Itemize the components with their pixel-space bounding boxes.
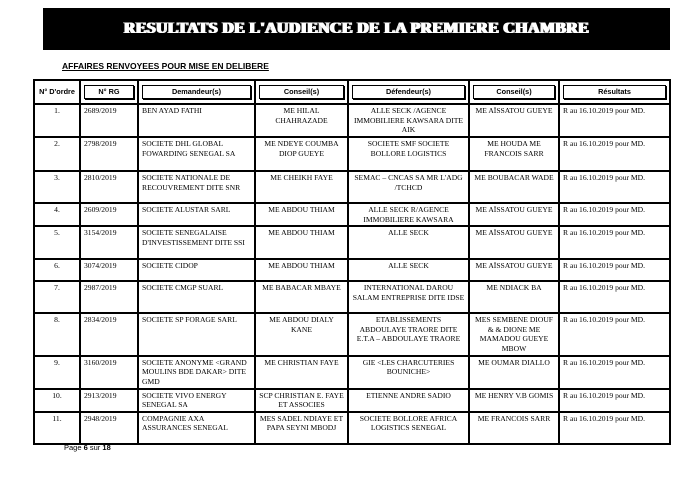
row-demandeur: SOCIETE CIDOP: [138, 259, 255, 281]
row-rg: 2810/2019: [80, 171, 138, 203]
row-rg: 3154/2019: [80, 226, 138, 259]
row-demandeur: SOCIETE VIVO ENERGY SENEGAL SA: [138, 389, 255, 412]
row-conseil-defendeur: MES SEMBENE DIOUF & & DIONE ME MAMADOU GUEYE MBOW: [469, 313, 559, 355]
row-resultat: R au 16.10.2019 pour MD.: [559, 313, 670, 355]
row-number: 2.: [34, 137, 80, 171]
row-number: 9.: [34, 356, 80, 389]
row-number: 6.: [34, 259, 80, 281]
row-defendeur: GIE <LES CHARCUTERIES BOUNICHE>: [348, 356, 469, 389]
row-resultat: R au 16.10.2019 pour MD.: [559, 137, 670, 171]
row-conseil-demandeur: ME CHRISTIAN FAYE: [255, 356, 348, 389]
row-rg: 2948/2019: [80, 412, 138, 444]
row-demandeur: SOCIETE SP FORAGE SARL: [138, 313, 255, 355]
row-conseil-defendeur: ME NDIACK BA: [469, 281, 559, 313]
row-defendeur: ETIENNE ANDRE SADIO: [348, 389, 469, 412]
row-demandeur: SOCIETE NATIONALE DE RECOUVREMENT DITE SNR: [138, 171, 255, 203]
row-resultat: R au 16.10.2019 pour MD.: [559, 281, 670, 313]
section-subtitle: AFFAIRES RENVOYEES POUR MISE EN DELIBERE: [62, 61, 269, 71]
row-demandeur: SOCIETE DHL GLOBAL FOWARDING SENEGAL SA: [138, 137, 255, 171]
row-demandeur: SOCIETE SENEGALAISE D'INVESTISSEMENT DITE SSI: [138, 226, 255, 259]
results-table: [33, 79, 671, 445]
row-conseil-demandeur: ME ABDOU DIALY KANE: [255, 313, 348, 355]
row-defendeur: ALLE SECK /AGENCE IMMOBILIERE KAWSARA DITE AIK: [348, 104, 469, 137]
row-defendeur: SEMAC – CNCAS SA MR L'ADG /TCHCD: [348, 171, 469, 203]
row-rg: 2913/2019: [80, 389, 138, 412]
row-conseil-defendeur: ME AÏSSATOU GUEYE: [469, 259, 559, 281]
row-conseil-defendeur: ME AÏSSATOU GUEYE: [469, 104, 559, 137]
page-current: 6: [83, 443, 88, 452]
column-header-order: N° D'ordre: [34, 80, 80, 104]
row-resultat: R au 16.10.2019 pour MD.: [559, 412, 670, 444]
row-defendeur: ALLE SECK R/AGENCE IMMOBILIERE KAWSARA: [348, 203, 469, 226]
row-resultat: R au 16.10.2019 pour MD.: [559, 389, 670, 412]
table-header-row: [34, 80, 670, 104]
table-row: [34, 226, 670, 259]
row-conseil-demandeur: ME BABACAR MBAYE: [255, 281, 348, 313]
page-sep: sur: [89, 443, 101, 452]
row-demandeur: SOCIETE ANONYME <GRAND MOULINS BDE DAKAR> DITE GMD: [138, 356, 255, 389]
row-resultat: R au 16.10.2019 pour MD.: [559, 226, 670, 259]
row-conseil-demandeur: ME ABDOU THIAM: [255, 203, 348, 226]
row-conseil-demandeur: ME ABDOU THIAM: [255, 259, 348, 281]
row-demandeur: SOCIETE ALUSTAR SARL: [138, 203, 255, 226]
column-header-rg: N° RG: [80, 80, 138, 104]
column-header-conseil-demandeur: Conseil(s): [255, 80, 348, 104]
row-conseil-demandeur: SCP CHRISTIAN E. FAYE ET ASSOCIES: [255, 389, 348, 412]
row-number: 11.: [34, 412, 80, 444]
page-total: 18: [102, 443, 111, 452]
row-defendeur: ETABLISSEMENTS ABDOULAYE TRAORE DITE E.T.A – ABDOULAYE TRAORE: [348, 313, 469, 355]
row-number: 7.: [34, 281, 80, 313]
row-rg: 2798/2019: [80, 137, 138, 171]
row-resultat: R au 16.10.2019 pour MD.: [559, 203, 670, 226]
row-conseil-demandeur: ME ABDOU THIAM: [255, 226, 348, 259]
row-number: 4.: [34, 203, 80, 226]
row-conseil-defendeur: ME AÏSSATOU GUEYE: [469, 226, 559, 259]
table-row: [34, 137, 670, 171]
row-number: 3.: [34, 171, 80, 203]
row-rg: 3160/2019: [80, 356, 138, 389]
table-row: [34, 259, 670, 281]
row-conseil-defendeur: ME BOUBACAR WADE: [469, 171, 559, 203]
column-header-defendeur: Défendeur(s): [348, 80, 469, 104]
table-row: [34, 389, 670, 412]
row-number: 5.: [34, 226, 80, 259]
row-rg: 2689/2019: [80, 104, 138, 137]
row-defendeur: ALLE SECK: [348, 226, 469, 259]
row-rg: 2834/2019: [80, 313, 138, 355]
row-conseil-demandeur: MES SADEL NDIAYE ET PAPA SEYNI MBODJ: [255, 412, 348, 444]
table-row: [34, 104, 670, 137]
row-rg: 2609/2019: [80, 203, 138, 226]
row-defendeur: SOCIETE SMF SOCIETE BOLLORE LOGISTICS: [348, 137, 469, 171]
table-row: [34, 171, 670, 203]
row-resultat: R au 16.10.2019 pour MD.: [559, 104, 670, 137]
row-conseil-demandeur: ME HILAL CHAHRAZADE: [255, 104, 348, 137]
row-number: 10.: [34, 389, 80, 412]
column-header-resultats: Résultats: [559, 80, 670, 104]
row-conseil-defendeur: ME AÏSSATOU GUEYE: [469, 203, 559, 226]
row-defendeur: SOCIETE BOLLORE AFRICA LOGISTICS SENEGAL: [348, 412, 469, 444]
row-conseil-defendeur: ME HENRY V.B GOMIS: [469, 389, 559, 412]
table-body: [34, 104, 670, 444]
page-label: Page: [64, 443, 82, 452]
table-row: [34, 412, 670, 444]
row-defendeur: INTERNATIONAL DAROU SALAM ENTREPRISE DITE IDSE: [348, 281, 469, 313]
page-footer: [64, 443, 111, 452]
row-defendeur: ALLE SECK: [348, 259, 469, 281]
column-header-demandeur: Demandeur(s): [138, 80, 255, 104]
row-rg: 2987/2019: [80, 281, 138, 313]
row-resultat: R au 16.10.2019 pour MD.: [559, 259, 670, 281]
row-number: 1.: [34, 104, 80, 137]
row-rg: 3074/2019: [80, 259, 138, 281]
row-conseil-defendeur: ME FRANCOIS SARR: [469, 412, 559, 444]
table-row: [34, 281, 670, 313]
table-row: [34, 356, 670, 389]
row-demandeur: SOCIETE CMGP SUARL: [138, 281, 255, 313]
table-row: [34, 203, 670, 226]
title-banner: [43, 8, 670, 50]
row-resultat: R au 16.10.2019 pour MD.: [559, 171, 670, 203]
column-header-conseil-defendeur: Conseil(s): [469, 80, 559, 104]
row-conseil-demandeur: ME NDEYE COUMBA DIOP GUEYE: [255, 137, 348, 171]
row-conseil-defendeur: ME OUMAR DIALLO: [469, 356, 559, 389]
page-title: RESULTATS DE L'AUDIENCE DE LA PREMIERE CHAMBRE: [123, 20, 590, 37]
row-demandeur: BEN AYAD FATHI: [138, 104, 255, 137]
row-resultat: R au 16.10.2019 pour MD.: [559, 356, 670, 389]
row-demandeur: COMPAGNIE AXA ASSURANCES SENEGAL: [138, 412, 255, 444]
row-conseil-defendeur: ME HOUDA ME FRANCOIS SARR: [469, 137, 559, 171]
row-conseil-demandeur: ME CHEIKH FAYE: [255, 171, 348, 203]
row-number: 8.: [34, 313, 80, 355]
table-row: [34, 313, 670, 355]
